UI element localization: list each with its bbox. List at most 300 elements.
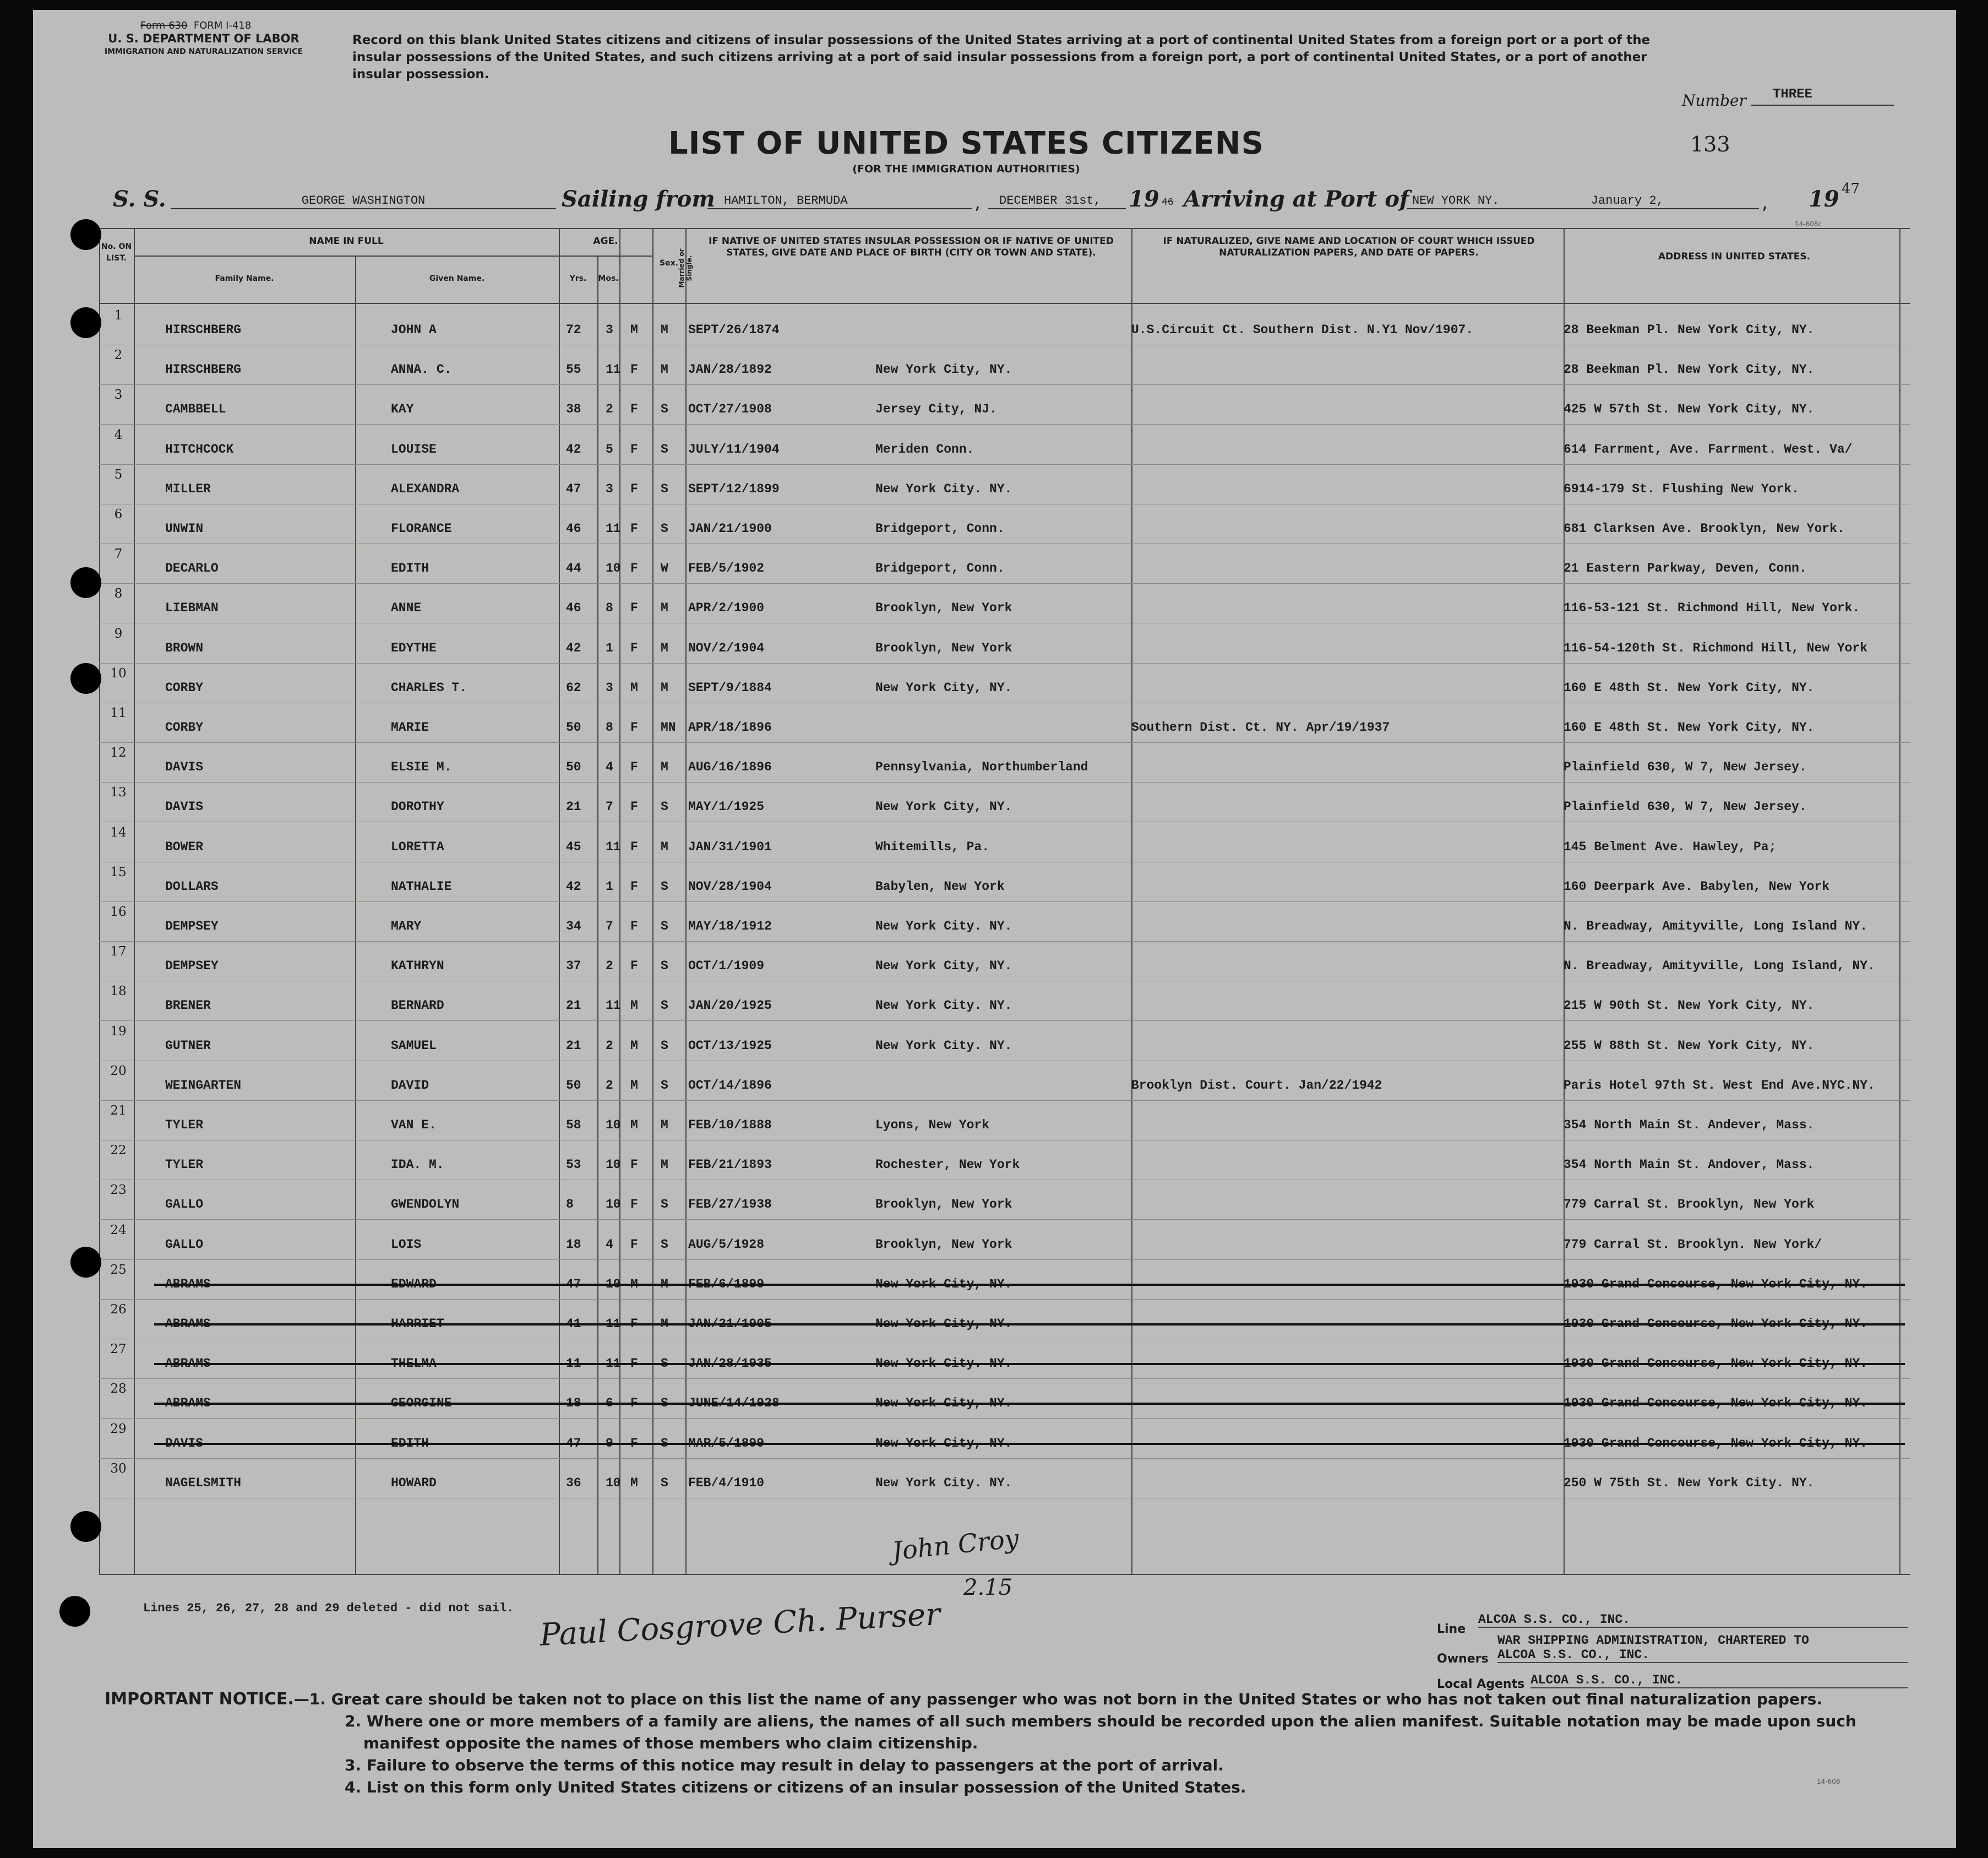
address: 425 W 57th St. New York City, NY. <box>1564 402 1815 416</box>
marital-status: M <box>661 1277 668 1291</box>
birth-place: New York City, NY. <box>875 800 1012 814</box>
birth-date: MAR/5/1899 <box>688 1436 765 1450</box>
sex: F <box>630 1197 638 1211</box>
birth-place: Bridgeport, Conn. <box>875 521 1005 536</box>
age-months: 11 <box>606 521 621 536</box>
age-years: 47 <box>566 1436 581 1450</box>
birth-place: New York City. NY. <box>875 1356 1012 1371</box>
owners-label: Owners <box>1437 1652 1489 1666</box>
sex: F <box>630 482 638 496</box>
col-line <box>597 256 598 1574</box>
sex: M <box>630 323 638 337</box>
marital-status: M <box>661 1158 668 1172</box>
marital-status: M <box>661 681 668 695</box>
number-value: THREE <box>1751 87 1894 106</box>
birth-place: Brooklyn, New York <box>875 601 1012 615</box>
address: 255 W 88th St. New York City, NY. <box>1564 1039 1815 1053</box>
marital-status: S <box>661 800 668 814</box>
family-name: ABRAMS <box>165 1317 211 1331</box>
birth-date: SEPT/26/1874 <box>688 323 780 337</box>
given-name: THELMA <box>391 1356 437 1371</box>
punch-hole <box>70 663 101 694</box>
family-name: NAGELSMITH <box>165 1476 242 1490</box>
given-name: GWENDOLYN <box>391 1197 460 1211</box>
purser-signature: Paul Cosgrove Ch. Purser <box>538 1596 941 1654</box>
line-number: 24 <box>110 1223 127 1237</box>
birth-place: New York City. NY. <box>875 482 1012 496</box>
row-rule <box>99 384 1910 385</box>
marital-status: S <box>661 879 668 894</box>
ship-name: GEORGE WASHINGTON <box>171 187 556 209</box>
birth-date: FEB/4/1910 <box>688 1476 765 1490</box>
row-rule <box>99 1020 1910 1021</box>
age-years: 8 <box>566 1197 574 1211</box>
arriving-label: Arriving at Port of <box>1184 186 1409 212</box>
birth-place: Babylen, New York <box>875 879 1005 894</box>
line-number: 15 <box>110 865 127 879</box>
marital-status: S <box>661 482 668 496</box>
strike-through <box>154 1443 1905 1445</box>
address: 354 North Main St. Andover, Mass. <box>1564 1158 1815 1172</box>
sex: F <box>630 879 638 894</box>
sex: M <box>630 1476 638 1490</box>
family-name: DEMPSEY <box>165 959 219 973</box>
marital-status: M <box>661 323 668 337</box>
age-months: 10 <box>606 561 621 575</box>
owners-value-2: ALCOA S.S. CO., INC. <box>1497 1648 1908 1663</box>
sailing-label: Sailing from <box>562 186 715 212</box>
birth-date: JAN/31/1901 <box>688 840 772 854</box>
birth-date: AUG/16/1896 <box>688 760 772 774</box>
sex: F <box>630 919 638 933</box>
age-months: 11 <box>606 362 621 377</box>
address: 681 Clarksen Ave. Brooklyn, New York. <box>1564 521 1845 536</box>
notice-1: 1. Great care should be taken not to place on this list the name of any passenger who was not born in the United States or who has not taken out final naturalization papers. <box>309 1690 1823 1708</box>
birth-date: FEB/27/1938 <box>688 1197 772 1211</box>
line-number: 29 <box>110 1422 127 1436</box>
address: 145 Belment Ave. Hawley, Pa; <box>1564 840 1777 854</box>
birth-place: New York City, NY. <box>875 1436 1012 1450</box>
birth-date: JAN/28/1935 <box>688 1356 772 1371</box>
given-name: VAN E. <box>391 1118 437 1132</box>
marital-status: S <box>661 998 668 1013</box>
age-months: 10 <box>606 1118 621 1132</box>
sex: F <box>630 442 638 457</box>
col-age: AGE. <box>593 236 618 247</box>
given-name: IDA. M. <box>391 1158 444 1172</box>
family-name: DOLLARS <box>165 879 219 894</box>
birth-date: JAN/28/1892 <box>688 362 772 377</box>
given-name: ELSIE M. <box>391 760 452 774</box>
table-top-line <box>99 228 1910 229</box>
birth-date: SEPT/9/1884 <box>688 681 772 695</box>
age-years: 50 <box>566 720 581 735</box>
family-name: BOWER <box>165 840 204 854</box>
line-number: 28 <box>110 1382 127 1396</box>
age-years: 50 <box>566 760 581 774</box>
birth-date: MAY/1/1925 <box>688 800 765 814</box>
family-name: HIRSCHBERG <box>165 323 242 337</box>
marital-status: S <box>661 1078 668 1093</box>
given-name: EDITH <box>391 1436 429 1450</box>
age-months: 11 <box>606 1317 621 1331</box>
birth-date: FEB/6/1899 <box>688 1277 765 1291</box>
birth-date: OCT/27/1908 <box>688 402 772 416</box>
given-name: KATHRYN <box>391 959 444 973</box>
address: 614 Farrment, Ave. Farrment. West. Va/ <box>1564 442 1853 457</box>
marital-status: M <box>661 362 668 377</box>
line-number: 22 <box>110 1143 127 1158</box>
address: 6914-179 St. Flushing New York. <box>1564 482 1799 496</box>
department-name: U. S. DEPARTMENT OF LABOR <box>108 32 299 45</box>
age-months: 10 <box>606 1158 621 1172</box>
sex: F <box>630 601 638 615</box>
family-name: HIRSCHBERG <box>165 362 242 377</box>
col-mos: Mos. <box>598 274 619 283</box>
strike-through <box>154 1323 1905 1325</box>
sex: F <box>630 800 638 814</box>
line-number: 7 <box>114 547 123 561</box>
birth-place: Brooklyn, New York <box>875 1237 1012 1252</box>
marital-status: S <box>661 1436 668 1450</box>
address: N. Breadway, Amityville, Long Island, NY. <box>1564 959 1875 973</box>
given-name: HARRIET <box>391 1317 444 1331</box>
address: 1930 Grand Concourse, New York City, NY. <box>1564 1396 1868 1410</box>
marital-status: S <box>661 1396 668 1410</box>
line-number: 17 <box>110 944 127 959</box>
age-months: 3 <box>606 323 613 337</box>
naturalization: U.S.Circuit Ct. Southern Dist. N.Y1 Nov/1907. <box>1131 323 1474 337</box>
row-rule <box>99 1378 1910 1379</box>
punch-hole <box>70 219 101 250</box>
line-number: 5 <box>114 468 123 482</box>
comma-2: , <box>1762 192 1768 214</box>
notice-4: 4. List on this form only United States citizens or citizens of an insular possession of the United States. <box>345 1778 1246 1796</box>
given-name: SAMUEL <box>391 1039 437 1053</box>
col-married-single: Married or Single. <box>678 248 693 288</box>
birth-place: New York City, NY. <box>875 681 1012 695</box>
address: 250 W 75th St. New York City. NY. <box>1564 1476 1815 1490</box>
col-address: ADDRESS IN UNITED STATES. <box>1658 251 1811 262</box>
given-name: JOHN A <box>391 323 437 337</box>
age-years: 46 <box>566 521 581 536</box>
age-years: 36 <box>566 1476 581 1490</box>
line-number: 9 <box>114 627 123 641</box>
col-naturalized: IF NATURALIZED, GIVE NAME AND LOCATION OF COURT WHICH ISSUED NATURALIZATION PAPERS, AND DATE OF PAPERS. <box>1163 236 1535 258</box>
printing-stamp: 14-608c <box>1795 220 1822 228</box>
col-given-name: Given Name. <box>429 274 485 283</box>
sex: M <box>630 1039 638 1053</box>
sex: F <box>630 1158 638 1172</box>
birth-place: New York City. NY. <box>875 1476 1012 1490</box>
arrival-year-prefix: 19 <box>1809 186 1839 212</box>
marital-status: M <box>661 1118 668 1132</box>
row-rule <box>99 782 1910 783</box>
marital-status: S <box>661 521 668 536</box>
row-rule <box>99 1418 1910 1419</box>
row-rule <box>99 1219 1910 1220</box>
birth-place: Bridgeport, Conn. <box>875 561 1005 575</box>
family-name: DAVIS <box>165 1436 204 1450</box>
marital-status: M <box>661 760 668 774</box>
given-name: BERNARD <box>391 998 444 1013</box>
given-name: LOUISE <box>391 442 437 457</box>
address: Paris Hotel 97th St. West End Ave.NYC.NY. <box>1564 1078 1875 1093</box>
age-months: 2 <box>606 959 613 973</box>
row-rule <box>99 901 1910 902</box>
address: 116-53-121 St. Richmond Hill, New York. <box>1564 601 1860 615</box>
age-months: 11 <box>606 840 621 854</box>
age-years: 18 <box>566 1237 581 1252</box>
given-name: LORETTA <box>391 840 444 854</box>
row-rule <box>99 663 1910 664</box>
family-name: ABRAMS <box>165 1277 211 1291</box>
age-months: 7 <box>606 919 613 933</box>
line-number: 19 <box>110 1024 127 1039</box>
birth-place: New York City, NY. <box>875 1396 1012 1410</box>
col-line <box>652 228 653 1574</box>
sex: F <box>630 362 638 377</box>
given-name: EDWARD <box>391 1277 437 1291</box>
naturalization: Brooklyn Dist. Court. Jan/22/1942 <box>1131 1078 1382 1093</box>
sex: M <box>630 1118 638 1132</box>
age-months: 3 <box>606 482 613 496</box>
birth-place: Pennsylvania, Northumberland <box>875 760 1088 774</box>
punch-hole <box>70 1511 101 1542</box>
page-number: 133 <box>1690 132 1730 156</box>
sex: F <box>630 959 638 973</box>
line-number: 16 <box>110 905 127 919</box>
address: 160 E 48th St. New York City, NY. <box>1564 720 1815 735</box>
marital-status: M <box>661 1317 668 1331</box>
age-months: 7 <box>606 800 613 814</box>
row-rule <box>99 424 1910 425</box>
department-block <box>88 32 319 58</box>
birth-place: New York City. NY. <box>875 919 1012 933</box>
address: 779 Carral St. Brooklyn, New York <box>1564 1197 1815 1211</box>
address: Plainfield 630, W 7, New Jersey. <box>1564 760 1807 774</box>
sail-year: 46 <box>1162 197 1174 208</box>
sex: F <box>630 760 638 774</box>
age-months: 2 <box>606 1039 613 1053</box>
marital-status: M <box>661 641 668 655</box>
row-rule <box>99 941 1910 942</box>
given-name: ANNE <box>391 601 422 615</box>
manifest-page <box>33 10 1956 1848</box>
age-years: 58 <box>566 1118 581 1132</box>
family-name: MILLER <box>165 482 211 496</box>
given-name: GEORGINE <box>391 1396 452 1410</box>
row-rule <box>99 1100 1910 1101</box>
address: 28 Beekman Pl. New York City, NY. <box>1564 362 1815 377</box>
given-name: ANNA. C. <box>391 362 452 377</box>
sex: F <box>630 1436 638 1450</box>
birth-date: APR/18/1896 <box>688 720 772 735</box>
strike-through <box>154 1403 1905 1405</box>
sex: F <box>630 720 638 735</box>
sex: M <box>630 1078 638 1093</box>
line-value: ALCOA S.S. CO., INC. <box>1478 1612 1908 1628</box>
line-number: 2 <box>114 348 123 362</box>
inspector-signature: John Croy <box>890 1523 1021 1566</box>
header-bottom-line <box>99 303 1910 304</box>
agents-label: Local Agents <box>1437 1677 1525 1691</box>
age-months: 8 <box>606 601 613 615</box>
age-months: 9 <box>606 1436 613 1450</box>
address: N. Breadway, Amityville, Long Island NY. <box>1564 919 1868 933</box>
sex: F <box>630 1237 638 1252</box>
sex: F <box>630 402 638 416</box>
col-line <box>559 228 560 1574</box>
line-number: 27 <box>110 1342 127 1356</box>
sail-date: DECEMBER 31st, <box>988 187 1126 209</box>
address: 1930 Grand Concourse, New York City, NY. <box>1564 1436 1868 1450</box>
important-notice <box>105 1688 1932 1799</box>
birth-place: New York City. NY. <box>875 998 1012 1013</box>
marital-status: S <box>661 402 668 416</box>
birth-date: FEB/5/1902 <box>688 561 765 575</box>
arrival-date: January 2, <box>1591 194 1664 208</box>
age-years: 37 <box>566 959 581 973</box>
age-years: 47 <box>566 1277 581 1291</box>
birth-place: New York City, NY. <box>875 362 1012 377</box>
sex: M <box>630 998 638 1013</box>
address: 21 Eastern Parkway, Deven, Conn. <box>1564 561 1807 575</box>
sex: F <box>630 1396 638 1410</box>
line-number: 4 <box>114 428 123 442</box>
birth-date: JAN/21/1905 <box>688 1317 772 1331</box>
age-years: 62 <box>566 681 581 695</box>
sex: F <box>630 840 638 854</box>
number-label: Number <box>1682 91 1746 110</box>
age-months: 2 <box>606 1078 613 1093</box>
sex: M <box>630 1277 638 1291</box>
family-name: BROWN <box>165 641 204 655</box>
given-name: DOROTHY <box>391 800 444 814</box>
marital-status: W <box>661 561 668 575</box>
line-number: 3 <box>114 388 123 402</box>
family-name: CORBY <box>165 681 204 695</box>
col-sex: Sex. <box>660 259 678 268</box>
line-number: 14 <box>110 825 127 840</box>
col-line <box>619 228 620 1574</box>
line-number: 23 <box>110 1183 127 1197</box>
col-line <box>1899 228 1900 1574</box>
family-name: WEINGARTEN <box>165 1078 242 1093</box>
col-name-in-full: NAME IN FULL <box>309 236 384 247</box>
family-name: GUTNER <box>165 1039 211 1053</box>
family-name: CORBY <box>165 720 204 735</box>
line-number: 30 <box>110 1462 127 1476</box>
line-number: 8 <box>114 586 123 601</box>
page-title: LIST OF UNITED STATES CITIZENS <box>668 126 1264 161</box>
age-years: 50 <box>566 1078 581 1093</box>
punch-hole <box>70 567 101 598</box>
line-label: Line <box>1437 1622 1466 1636</box>
sex: M <box>630 681 638 695</box>
birth-place: Lyons, New York <box>875 1118 990 1132</box>
line-number: 25 <box>110 1263 127 1277</box>
age-months: 10 <box>606 1476 621 1490</box>
age-years: 21 <box>566 1039 581 1053</box>
age-years: 18 <box>566 1396 581 1410</box>
family-name: DEMPSEY <box>165 919 219 933</box>
given-name: NATHALIE <box>391 879 452 894</box>
line-number: 12 <box>110 746 127 760</box>
form-id: FORM I-418 <box>193 20 252 31</box>
given-name: CHARLES T. <box>391 681 467 695</box>
strike-through <box>154 1284 1905 1286</box>
given-name: FLORANCE <box>391 521 452 536</box>
family-name: DAVIS <box>165 760 204 774</box>
birth-place: New York City. NY. <box>875 1039 1012 1053</box>
family-name: DECARLO <box>165 561 219 575</box>
given-name: EDYTHE <box>391 641 437 655</box>
sex: F <box>630 561 638 575</box>
col-line <box>685 228 687 1574</box>
birth-date: NOV/28/1904 <box>688 879 772 894</box>
line-number: 18 <box>110 984 127 998</box>
line-number: 13 <box>110 785 127 800</box>
marital-status: S <box>661 919 668 933</box>
family-name: DAVIS <box>165 800 204 814</box>
arrival-port: NEW YORK NY. <box>1412 194 1500 208</box>
line-number: 20 <box>110 1064 127 1078</box>
row-rule <box>99 464 1910 465</box>
ss-label: S. S. <box>113 186 166 212</box>
marital-status: S <box>661 1237 668 1252</box>
arrival-year: 47 <box>1842 181 1860 197</box>
naturalization: Southern Dist. Ct. NY. Apr/19/1937 <box>1131 720 1390 735</box>
age-years: 42 <box>566 641 581 655</box>
signature-note: 2.15 <box>963 1575 1013 1600</box>
line-number: 21 <box>110 1104 127 1118</box>
sex: F <box>630 521 638 536</box>
birth-place: Jersey City, NJ. <box>875 402 997 416</box>
sex: F <box>630 641 638 655</box>
family-name: ABRAMS <box>165 1356 211 1371</box>
birth-place: Rochester, New York <box>875 1158 1020 1172</box>
given-name: KAY <box>391 402 414 416</box>
sex: F <box>630 1317 638 1331</box>
form-number <box>140 20 251 31</box>
family-name: UNWIN <box>165 521 204 536</box>
address: 116-54-120th St. Richmond Hill, New York <box>1564 641 1868 655</box>
address: 354 North Main St. Andever, Mass. <box>1564 1118 1815 1132</box>
birth-place: New York City, NY. <box>875 1317 1012 1331</box>
strike-through <box>154 1363 1905 1365</box>
birth-place: New York City, NY. <box>875 959 1012 973</box>
birth-place: Brooklyn, New York <box>875 1197 1012 1211</box>
row-rule <box>99 1259 1910 1260</box>
col-no: No. ON LIST. <box>101 242 132 263</box>
marital-status: S <box>661 1197 668 1211</box>
age-years: 38 <box>566 402 581 416</box>
notice-3: 3. Failure to observe the terms of this notice may result in delay to passengers at the port of arrival. <box>345 1756 1224 1774</box>
given-name: EDITH <box>391 561 429 575</box>
age-months: 3 <box>606 681 613 695</box>
marital-status: M <box>661 840 668 854</box>
marital-status: S <box>661 1039 668 1053</box>
owners-value-1: WAR SHIPPING ADMINISTRATION, CHARTERED TO <box>1497 1633 1809 1648</box>
intro-text: Record on this blank United States citizens and citizens of insular possessions of the United States arriving at a port of continental United States from a foreign port or a port of the insular possessions of the United States, and such citizens arriving at a port of said insular possessions from a foreign port, a port of continental United States, or a port of another insular possession. <box>352 33 1651 82</box>
age-months: 1 <box>606 879 613 894</box>
punch-hole <box>70 1247 101 1278</box>
service-name: IMMIGRATION AND NATURALIZATION SERVICE <box>104 47 303 56</box>
age-years: 11 <box>566 1356 581 1371</box>
age-months: 4 <box>606 1237 613 1252</box>
birth-date: JAN/20/1925 <box>688 998 772 1013</box>
